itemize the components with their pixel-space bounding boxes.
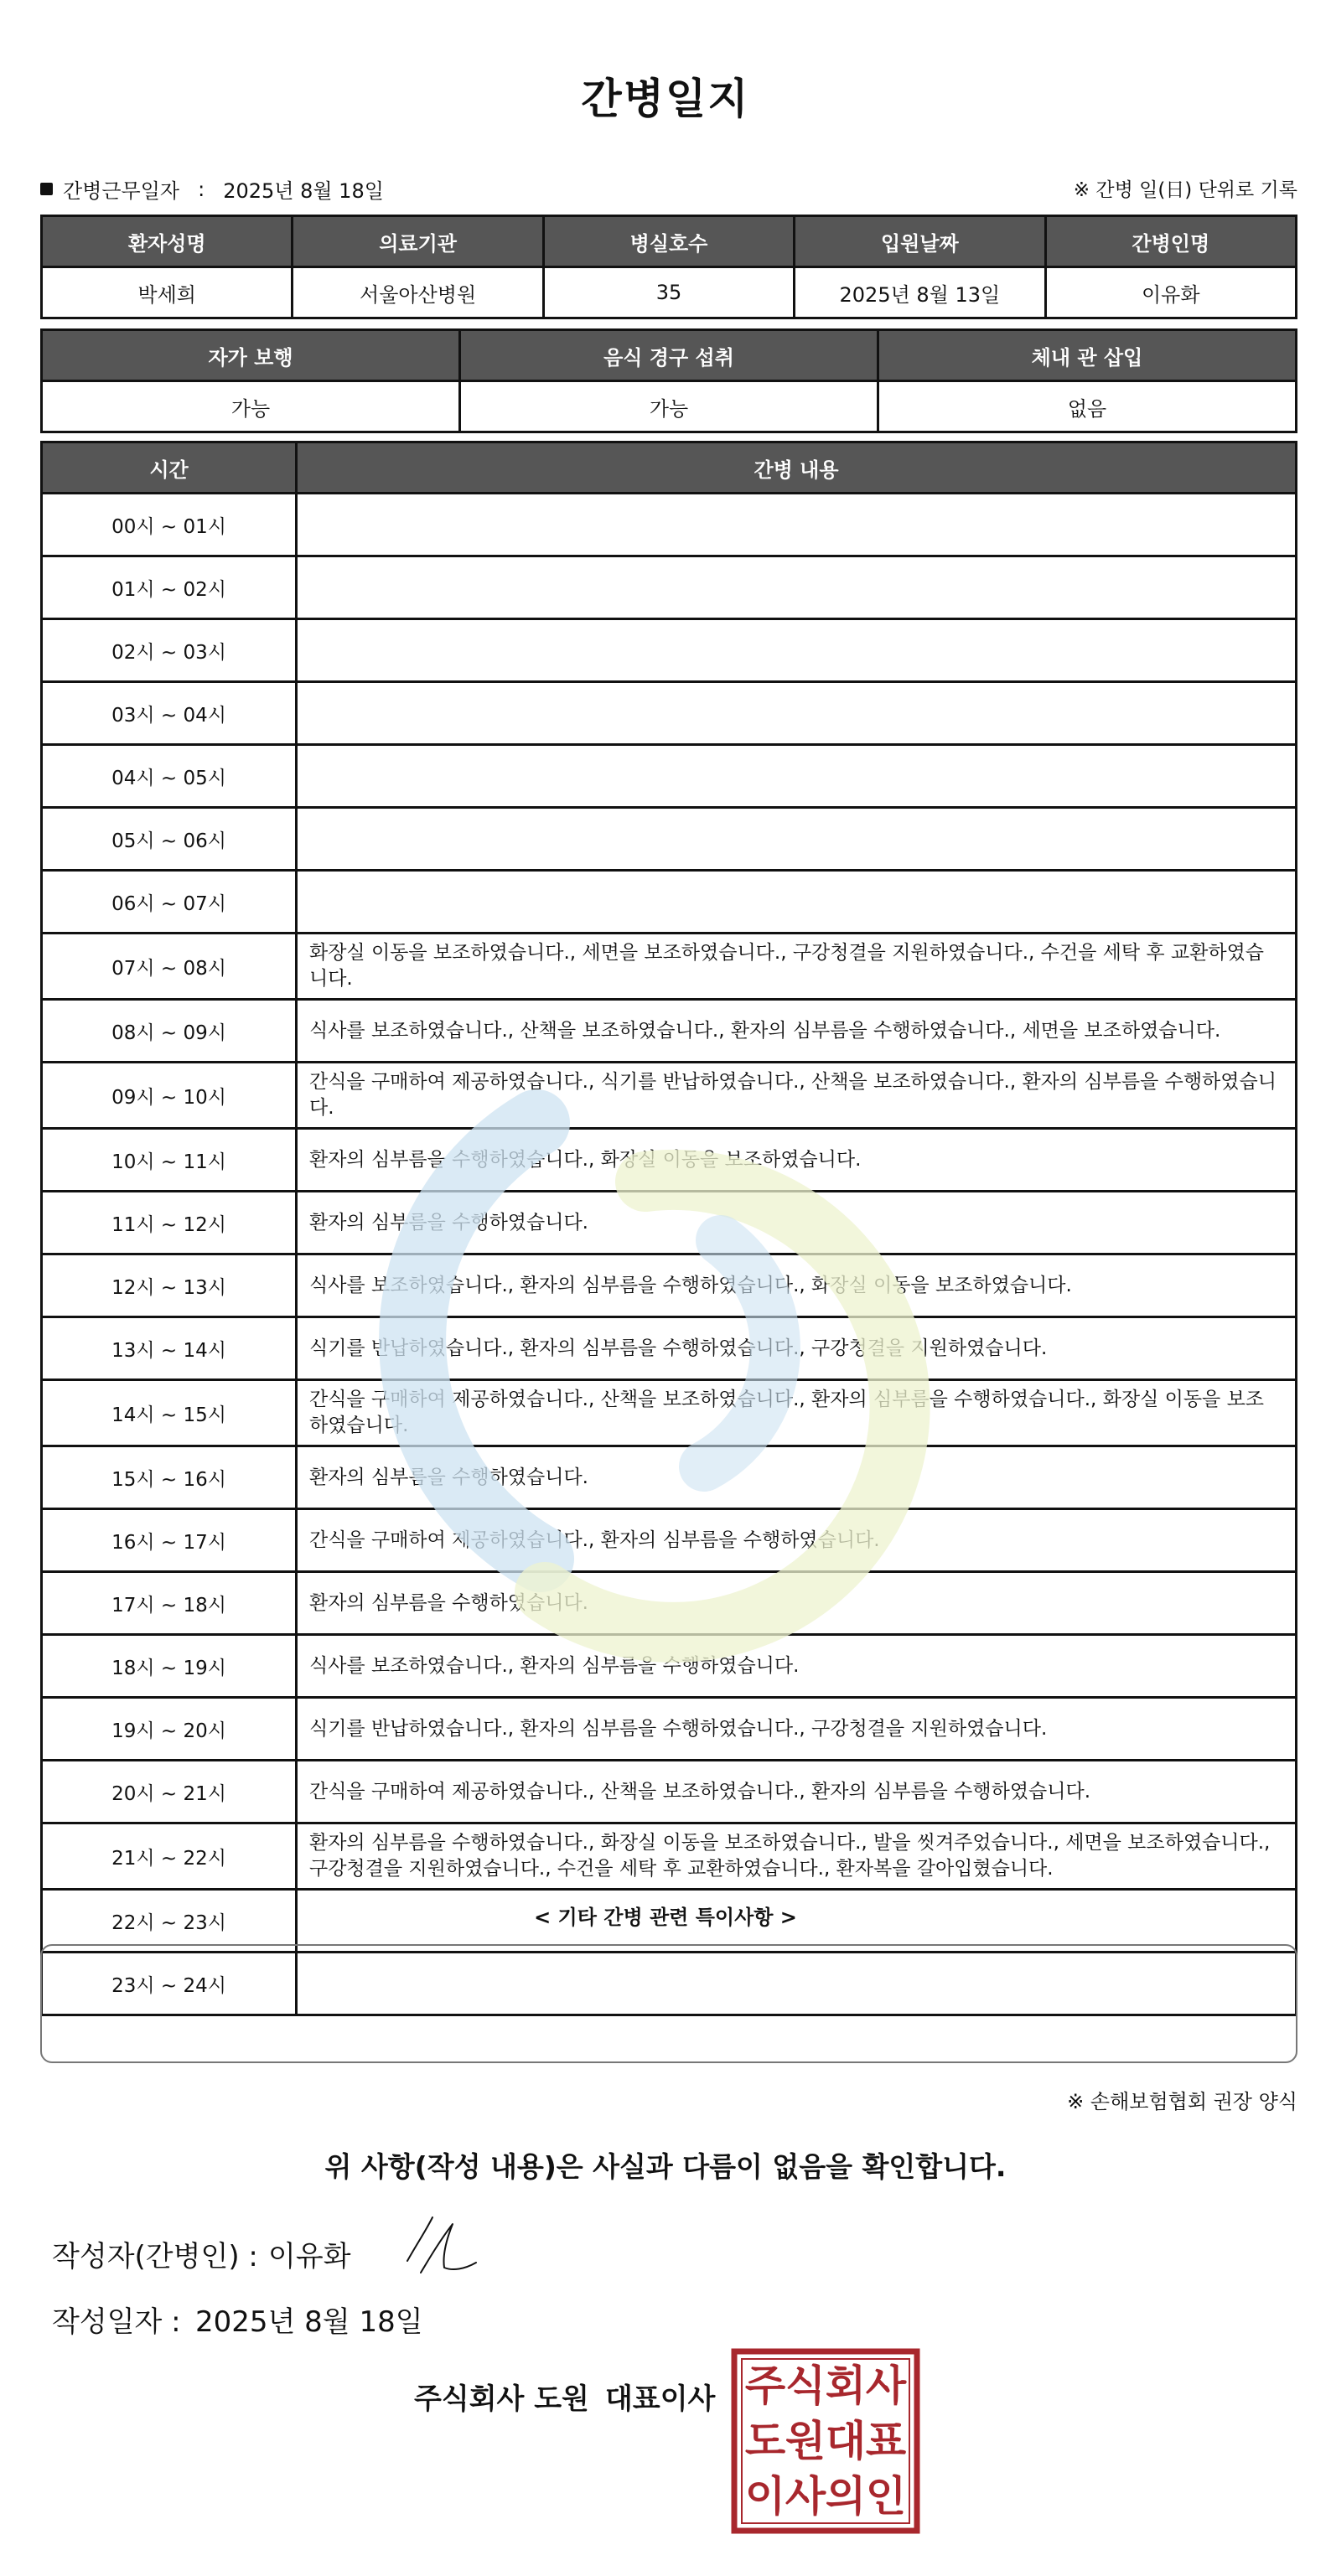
care-log-row <box>42 1380 1297 1446</box>
care-log-time: 15시 ~ 16시 <box>42 1446 297 1509</box>
seal-characters <box>745 2361 907 2521</box>
patient-info-value-2: 35 <box>543 267 794 318</box>
patient-status-value-2: 없음 <box>878 381 1297 432</box>
care-log-header-row <box>42 442 1297 494</box>
care-log-time: 05시 ~ 06시 <box>42 808 297 871</box>
seal-character: 주 <box>744 2361 786 2410</box>
seal-character: 이 <box>744 2472 786 2521</box>
care-log-time: 16시 ~ 17시 <box>42 1509 297 1572</box>
patient-info-header-4: 간병인명 <box>1045 216 1296 267</box>
seal-character: 식 <box>785 2361 826 2410</box>
care-log-content: 식기를 반납하였습니다., 환자의 심부름을 수행하였습니다., 구강청결을 지원하였습니다. <box>297 1317 1297 1380</box>
company-name: 주식회사 도원 <box>414 2382 589 2416</box>
care-log-row <box>42 1317 1297 1380</box>
care-log-content: 식사를 보조하였습니다., 환자의 심부름을 수행하였습니다., 화장실 이동을 보조하였습니다. <box>297 1254 1297 1317</box>
duty-date-value: 2025년 8월 18일 <box>223 179 384 203</box>
care-log-time: 21시 ~ 22시 <box>42 1823 297 1890</box>
care-log-content: 환자의 심부름을 수행하였습니다. <box>297 1572 1297 1635</box>
care-log-content <box>297 682 1297 745</box>
seal-character: 사 <box>785 2472 826 2521</box>
care-log-row <box>42 1761 1297 1823</box>
care-log-content: 간식을 구매하여 제공하였습니다., 식기를 반납하였습니다., 산책을 보조하였습니다., 환자의 심부름을 수행하였습니다. <box>297 1063 1297 1129</box>
patient-info-value-4: 이유화 <box>1045 267 1296 318</box>
care-log-row <box>42 871 1297 934</box>
seal-character: 대 <box>825 2417 867 2465</box>
care-log-row <box>42 1192 1297 1254</box>
care-log-content: 환자의 심부름을 수행하였습니다., 화장실 이동을 보조하였습니다., 발을 씻겨주었습니다., 세면을 보조하였습니다., 구강청결을 지원하였습니다., 수건을 세탁 후 교환하였습니다., 환자복을 갈아입혔습니다. <box>297 1823 1297 1890</box>
care-log-time: 07시 ~ 08시 <box>42 934 297 1000</box>
care-log-row <box>42 1129 1297 1192</box>
patient-info-header-row <box>42 216 1297 267</box>
care-log-time: 13시 ~ 14시 <box>42 1317 297 1380</box>
patient-info-value-0: 박세희 <box>42 267 293 318</box>
seal-character: 의 <box>825 2472 867 2521</box>
remarks-title: < 기타 간병 관련 특이사항 > <box>534 1906 797 1929</box>
written-date-label: 작성일자 : <box>52 2305 181 2339</box>
patient-status-header-1: 음식 경구 섭취 <box>460 330 878 381</box>
care-log-content: 간식을 구매하여 제공하였습니다., 산책을 보조하였습니다., 환자의 심부름을 수행하였습니다., 화장실 이동을 보조하였습니다. <box>297 1380 1297 1446</box>
care-log-time: 14시 ~ 15시 <box>42 1380 297 1446</box>
writer-label: 작성자(간병인) : <box>52 2240 258 2273</box>
care-log-row <box>42 1572 1297 1635</box>
care-log-time: 19시 ~ 20시 <box>42 1698 297 1761</box>
patient-info-header-3: 입원날짜 <box>795 216 1045 267</box>
care-log-content <box>297 556 1297 619</box>
care-log-row <box>42 494 1297 556</box>
remarks-box[interactable] <box>40 1944 1297 2063</box>
care-log-time: 02시 ~ 03시 <box>42 619 297 682</box>
seal-character: 인 <box>865 2472 907 2521</box>
record-unit-note: ※ 간병 일(日) 단위로 기록 <box>1073 179 1297 201</box>
care-log-row <box>42 682 1297 745</box>
care-log-time: 09시 ~ 10시 <box>42 1063 297 1129</box>
patient-status-value-1: 가능 <box>460 381 878 432</box>
care-log-content <box>297 494 1297 556</box>
care-log-time: 22시 ~ 23시 <box>42 1890 297 1953</box>
patient-status-header-2: 체내 관 삽입 <box>878 330 1297 381</box>
care-log-time: 18시 ~ 19시 <box>42 1635 297 1698</box>
content-column-header: 간병 내용 <box>297 442 1297 494</box>
care-log-content: 식사를 보조하였습니다., 산책을 보조하였습니다., 환자의 심부름을 수행하였습니다., 세면을 보조하였습니다. <box>297 1000 1297 1063</box>
care-log-content <box>297 619 1297 682</box>
care-log-row <box>42 619 1297 682</box>
care-log-row <box>42 1698 1297 1761</box>
patient-info-table <box>40 215 1297 319</box>
care-log-time: 10시 ~ 11시 <box>42 1129 297 1192</box>
care-log-time: 11시 ~ 12시 <box>42 1192 297 1254</box>
patient-status-table <box>40 328 1297 433</box>
care-log-content: 식기를 반납하였습니다., 환자의 심부름을 수행하였습니다., 구강청결을 지원하였습니다. <box>297 1698 1297 1761</box>
care-log-row <box>42 1000 1297 1063</box>
seal-character: 표 <box>865 2417 907 2465</box>
representative-title: 대표이사 <box>605 2382 716 2416</box>
patient-status-header-row <box>42 330 1297 381</box>
care-log-content: 간식을 구매하여 제공하였습니다., 환자의 심부름을 수행하였습니다. <box>297 1509 1297 1572</box>
care-log-row <box>42 556 1297 619</box>
seal-character: 회 <box>825 2361 867 2410</box>
care-log-row <box>42 808 1297 871</box>
care-log-content: 환자의 심부름을 수행하였습니다., 화장실 이동을 보조하였습니다. <box>297 1129 1297 1192</box>
handwritten-signature <box>401 2212 481 2283</box>
care-log-row <box>42 1254 1297 1317</box>
patient-info-value-1: 서울아산병원 <box>293 267 543 318</box>
care-log-content <box>297 808 1297 871</box>
patient-info-value-3: 2025년 8월 13일 <box>795 267 1045 318</box>
confirmation-statement: 위 사항(작성 내용)은 사실과 다름이 없음을 확인합니다. <box>324 2150 1007 2183</box>
duty-date-label: 간병근무일자 <box>63 179 180 203</box>
care-log-content <box>297 745 1297 808</box>
patient-info-header-1: 의료기관 <box>293 216 543 267</box>
care-log-row <box>42 1823 1297 1890</box>
patient-info-header-2: 병실호수 <box>543 216 794 267</box>
duty-date-line <box>40 174 384 204</box>
square-bullet-icon <box>40 183 53 195</box>
care-log-time: 17시 ~ 18시 <box>42 1572 297 1635</box>
care-log-row <box>42 1509 1297 1572</box>
care-log-time: 06시 ~ 07시 <box>42 871 297 934</box>
written-date-value: 2025년 8월 18일 <box>195 2305 423 2339</box>
seal-character: 원 <box>785 2417 826 2465</box>
time-column-header: 시간 <box>42 442 297 494</box>
care-log-content: 환자의 심부름을 수행하였습니다. <box>297 1192 1297 1254</box>
care-log-content <box>297 871 1297 934</box>
care-log-row <box>42 745 1297 808</box>
patient-status-value-row <box>42 381 1297 432</box>
patient-status-value-0: 가능 <box>42 381 460 432</box>
care-log-content: 환자의 심부름을 수행하였습니다. <box>297 1446 1297 1509</box>
care-log-row <box>42 1446 1297 1509</box>
duty-date-separator: : <box>198 177 205 201</box>
care-log-time: 12시 ~ 13시 <box>42 1254 297 1317</box>
care-log-content: 간식을 구매하여 제공하였습니다., 산책을 보조하였습니다., 환자의 심부름을 수행하였습니다. <box>297 1761 1297 1823</box>
care-log-content: 화장실 이동을 보조하였습니다., 세면을 보조하였습니다., 구강청결을 지원하였습니다., 수건을 세탁 후 교환하였습니다. <box>297 934 1297 1000</box>
patient-info-header-0: 환자성명 <box>42 216 293 267</box>
page-title: 간병일지 <box>581 75 750 123</box>
care-log-time: 00시 ~ 01시 <box>42 494 297 556</box>
care-log-time: 03시 ~ 04시 <box>42 682 297 745</box>
company-seal-stamp <box>731 2348 920 2534</box>
patient-info-value-row <box>42 267 1297 318</box>
care-log-table <box>40 441 1297 2016</box>
care-log-content: 식사를 보조하였습니다., 환자의 심부름을 수행하였습니다. <box>297 1635 1297 1698</box>
patient-status-header-0: 자가 보행 <box>42 330 460 381</box>
care-log-time: 23시 ~ 24시 <box>42 1953 297 2015</box>
care-log-row <box>42 934 1297 1000</box>
insurance-association-note: ※ 손해보험협회 권장 양식 <box>1067 2090 1297 2113</box>
care-log-row <box>42 1063 1297 1129</box>
seal-character: 사 <box>865 2361 907 2410</box>
care-log-time: 04시 ~ 05시 <box>42 745 297 808</box>
care-log-row <box>42 1635 1297 1698</box>
care-log-time: 08시 ~ 09시 <box>42 1000 297 1063</box>
writer-name: 이유화 <box>268 2240 351 2273</box>
seal-character: 도 <box>744 2417 786 2465</box>
care-log-time: 01시 ~ 02시 <box>42 556 297 619</box>
care-log-time: 20시 ~ 21시 <box>42 1761 297 1823</box>
